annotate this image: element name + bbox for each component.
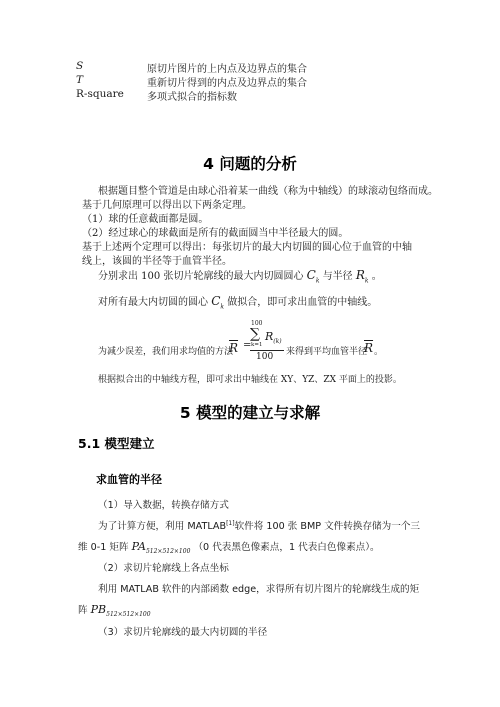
section-4-title: 4 问题的分析 bbox=[203, 155, 297, 173]
step2-suffix: 做拟合，即可求出血管的中轴线。 bbox=[227, 297, 378, 308]
avg-rbar-lhs: $\overline{R}$ bbox=[229, 341, 239, 355]
section-4-para1-line1: 根据题目整个管道是由球心沿着某一曲线（称为中轴线）的球滚动包络而成。 bbox=[98, 186, 438, 197]
para-a-line2 bbox=[78, 539, 380, 555]
matrix-pb: $PB_{512\times 512\times 100}$ bbox=[90, 603, 151, 619]
subsection-blood-vessel-radius: 求血管的半径 bbox=[96, 473, 162, 486]
symbol-rk: $R_k$ bbox=[355, 268, 369, 285]
avg-rbar-rhs: $\overline{R}$ bbox=[364, 341, 374, 355]
sum-sigma: ∑ bbox=[250, 326, 260, 342]
para-a-text2-suffix: （0 代表黑色像素点，1 代表白色像素点）。 bbox=[193, 542, 380, 553]
step1-end: 。 bbox=[371, 271, 382, 282]
symbol-ck-2: $C_k$ bbox=[211, 294, 225, 311]
section-4-para2-line1: 基于上述两个定理可以得出：每张切片的最大内切圆的圆心位于血管的中轴 bbox=[82, 242, 412, 253]
section-4-para1-line2: 基于几何原理可以得出以下两条定理。 bbox=[82, 200, 252, 211]
reference-1: [1] bbox=[226, 519, 235, 527]
step2-prefix: 对所有最大内切圆的圆心 bbox=[98, 297, 208, 308]
sum-upper-limit: 100 bbox=[251, 320, 263, 327]
symbol-rsquare: R-square bbox=[76, 88, 124, 100]
section-5-1-title: 5.1 模型建立 bbox=[78, 436, 155, 451]
para-a-text2-prefix: 维 0-1 矩阵 bbox=[78, 542, 129, 553]
symbol-t-description: 重新切片得到的内点及边界点的集合 bbox=[147, 78, 307, 89]
para-a-line1 bbox=[98, 518, 420, 532]
theorem-1: （1）球的任意截面都是圆。 bbox=[82, 214, 209, 225]
para-b-line2 bbox=[78, 602, 151, 618]
symbol-t: T bbox=[76, 74, 84, 86]
section-4-para2-line2: 线上，该圆的半径等于血管半径。 bbox=[82, 256, 232, 267]
avg-equals: = bbox=[243, 340, 252, 351]
sum-term: $R_{(k)}$ bbox=[265, 330, 282, 346]
para-b-line1: 利用 MATLAB 软件的内部函数 edge，求得所有切片图片的轮廓线生成的矩 bbox=[98, 584, 420, 595]
symbol-rsquare-description: 多项式拟合的指标数 bbox=[147, 92, 237, 103]
sum-lower-limit: k=1 bbox=[251, 342, 263, 348]
avg-mid: 来得到平均血管半径 bbox=[286, 347, 368, 357]
para-b-text2-prefix: 阵 bbox=[78, 605, 88, 616]
para-a-text1b: 软件将 100 张 BMP 文件转换存储为一个三 bbox=[234, 521, 421, 532]
item-1: （1）导入数据，转换存储方式 bbox=[98, 500, 229, 511]
avg-prefix: 为减少误差，我们用求均值的方法 bbox=[98, 347, 234, 357]
section-5-title: 5 模型的建立与求解 bbox=[179, 404, 321, 422]
item-2: （2）求切片轮廓线上各点坐标 bbox=[98, 563, 229, 574]
item-3: （3）求切片轮廓线的最大内切圆的半径 bbox=[98, 627, 268, 638]
avg-end: 。 bbox=[374, 347, 384, 357]
theorem-2: （2）经过球心的球截面是所有的截面圆当中半径最大的圆。 bbox=[82, 228, 349, 239]
step1-mid: 与半径 bbox=[322, 271, 353, 282]
fraction-bar bbox=[250, 350, 284, 351]
section-4-step2 bbox=[98, 294, 377, 314]
section-4-last-line: 根据拟合出的中轴线方程，即可求出中轴线在 XY、YZ、ZX 平面上的投影。 bbox=[98, 375, 402, 385]
para-a-text1: 为了计算方便，利用 MATLAB bbox=[98, 521, 227, 532]
section-4-step1 bbox=[98, 268, 382, 288]
matrix-pa: $PA_{512\times 512\times 100}$ bbox=[131, 540, 191, 556]
fraction-denominator: 100 bbox=[256, 352, 274, 362]
symbol-s: S bbox=[76, 60, 84, 72]
step1-prefix: 分别求出 100 张切片轮廓线的最大内切圆圆心 bbox=[98, 271, 304, 282]
symbol-ck: $C_k$ bbox=[306, 268, 320, 285]
symbol-s-description: 原切片图片的上内点及边界点的集合 bbox=[147, 64, 307, 75]
